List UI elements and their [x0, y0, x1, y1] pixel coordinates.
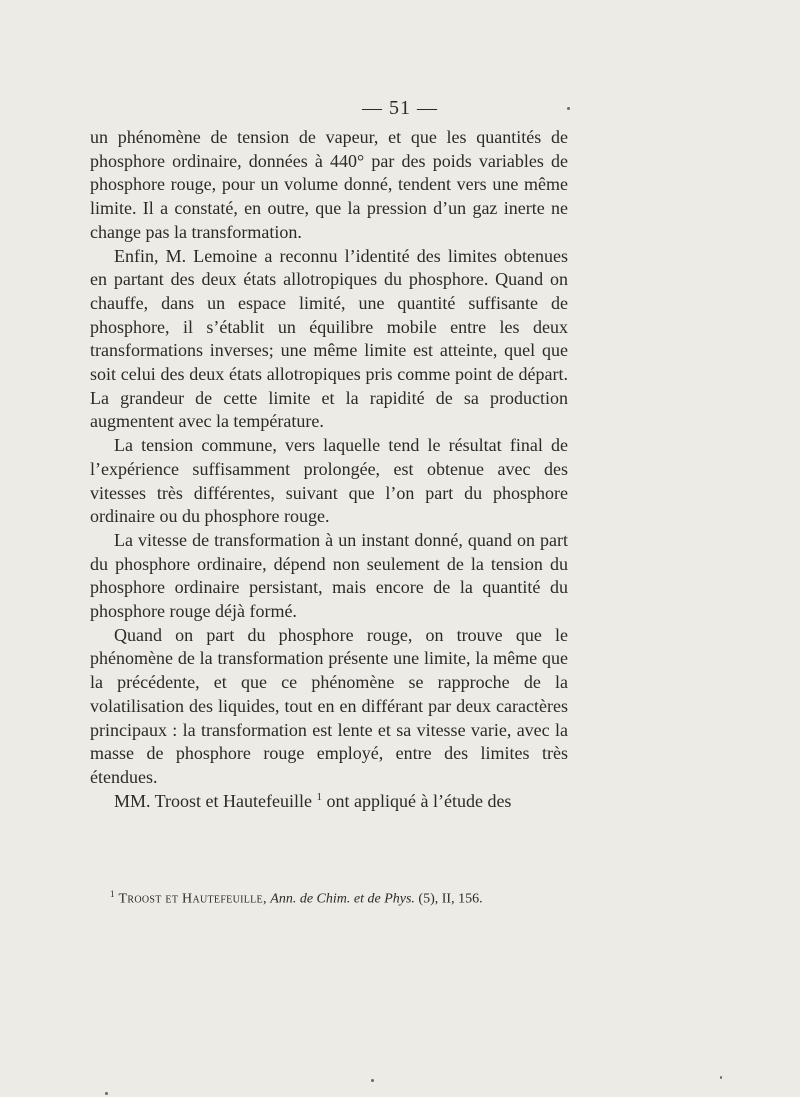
paragraph-6 [90, 790, 568, 814]
paragraph-3: La tension commune, vers laquelle tend le résultat final de l’expérience suffisamment prolongée, est obtenue avec des vitesses très différentes, suivant que l’on part du phosphore ordinaire ou du phosphore rouge. [90, 435, 568, 527]
body-text [90, 126, 568, 813]
paper-speck [567, 107, 570, 110]
page-number: — 51 — [362, 97, 438, 119]
footnote-mark: 1 [110, 889, 115, 899]
paper-speck [105, 1092, 108, 1095]
paragraph-1: un phénomène de tension de vapeur, et que les quantités de phosphore ordinaire, données à 440° par des poids variables de phosphore rouge, pour un volume donné, tendent vers une même limite. Il a constaté, en outre, que la pression d’un gaz inerte ne change pas la transformation. [90, 127, 568, 242]
footnote-details: (5), II, 156. [418, 891, 483, 907]
paper-speck [720, 1076, 722, 1079]
paragraph-2: Enfin, M. Lemoine a reconnu l’identité des limites obtenues en partant des deux états allotropiques du phosphore. Quand on chauffe, dans un espace limité, une quantité suffisante de phosphore, il s’établit un équilibre mobile entre les deux transformations inverses; une même limite est atteinte, quel que soit celui des deux états allotropiques pris comme point de départ. La grandeur de cette limite et la rapidité de sa production augmentent avec la température. [90, 245, 568, 432]
footnote-reference: 1 [316, 790, 322, 803]
footnote [110, 885, 580, 909]
paragraph-5: Quand on part du phosphore rouge, on trouve que le phénomène de la transformation présente une limite, la même que la précédente, et que ce phénomène se rapproche de la volatilisation des liquides, tout en en différant par deux caractères principaux : la transformation est lente et sa vitesse varie, avec la masse de phosphore rouge employé, entre des limites très étendues. [90, 624, 568, 787]
footnote-authors: Troost et Hautefeuille, [118, 891, 267, 907]
paragraph-6-end: ont appliqué à l’étude des [326, 790, 512, 811]
footnote-journal: Ann. de Chim. et de Phys. [270, 891, 415, 907]
paragraph-6-start: MM. Troost et Hautefeuille [114, 790, 312, 811]
paper-speck [371, 1079, 374, 1082]
paragraph-4: La vitesse de transformation à un instant donné, quand on part du phosphore ordinaire, dépend non seulement de la tension du phosphore ordinaire persistant, mais encore de la quantité du phosphore rouge déjà formé. [90, 529, 568, 622]
